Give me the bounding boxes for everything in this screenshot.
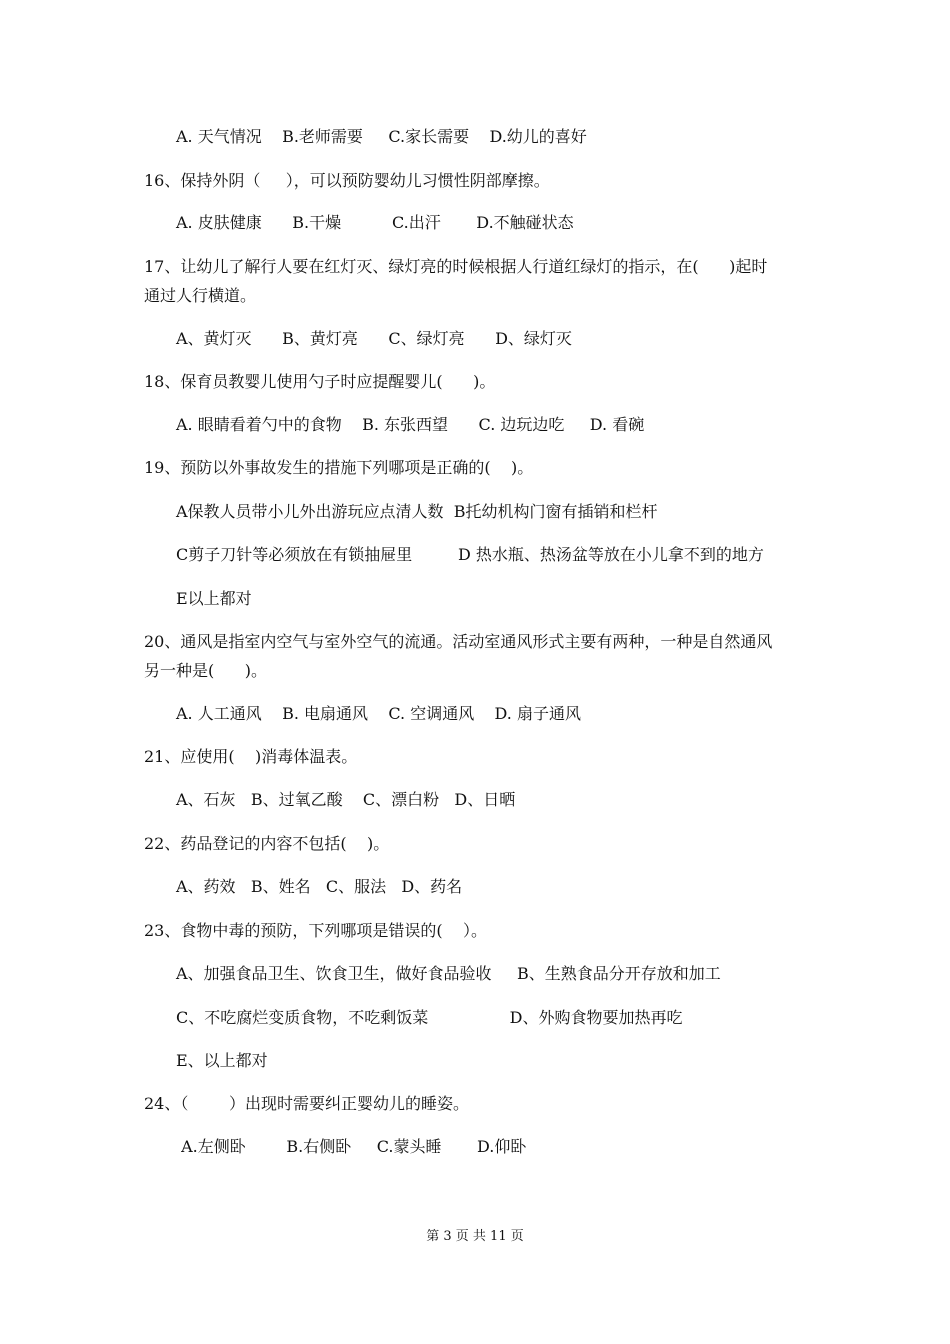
- q23-option-e: E、以上都对: [176, 1051, 268, 1070]
- q19-stem: 19、预防以外事故发生的措施下列哪项是正确的( )。: [144, 458, 534, 477]
- q22-options: A、药效 B、姓名 C、服法 D、药名: [176, 877, 463, 896]
- q15-options: A. 天气情况 B.老师需要 C.家长需要 D.幼儿的喜好: [176, 127, 587, 146]
- q22-stem: 22、药品登记的内容不包括( )。: [144, 834, 390, 853]
- q24-options: A.左侧卧 B.右侧卧 C.蒙头睡 D.仰卧: [176, 1137, 527, 1156]
- page-number-footer: 第 3 页 共 11 页: [426, 1229, 524, 1244]
- q21-stem: 21、应使用( )消毒体温表。: [144, 747, 358, 766]
- q17-stem-line1: 17、让幼儿了解行人要在红灯灭、绿灯亮的时候根据人行道红绿灯的指示，在( )起时: [144, 257, 768, 276]
- q18-stem: 18、保育员教婴儿使用勺子时应提醒婴儿( )。: [144, 372, 496, 391]
- q20-stem-line2: 另一种是( )。: [144, 661, 268, 680]
- q23-stem: 23、食物中毒的预防，下列哪项是错误的( ）。: [144, 921, 487, 940]
- q19-options-ab: A保教人员带小儿外出游玩应点清人数 B托幼机构门窗有插销和栏杆: [176, 502, 658, 521]
- q20-stem-line1: 20、通风是指室内空气与室外空气的流通。活动室通风形式主要有两种，一种是自然通风: [144, 632, 773, 651]
- q21-options: A、石灰 B、过氧乙酸 C、漂白粉 D、日晒: [176, 790, 516, 809]
- q17-options: A、黄灯灭 B、黄灯亮 C、绿灯亮 D、绿灯灭: [176, 329, 572, 348]
- q20-options: A. 人工通风 B. 电扇通风 C. 空调通风 D. 扇子通风: [176, 704, 581, 723]
- q16-stem: 16、保持外阴（ ），可以预防婴幼儿习惯性阴部摩擦。: [144, 171, 550, 190]
- q23-options-cd: C、不吃腐烂变质食物，不吃剩饭菜 D、外购食物要加热再吃: [176, 1008, 683, 1027]
- q19-options-cd: C剪子刀针等必须放在有锁抽屉里 D 热水瓶、热汤盆等放在小儿拿不到的地方: [176, 545, 764, 564]
- q17-stem-line2: 通过人行横道。: [144, 286, 257, 305]
- q23-options-ab: A、加强食品卫生、饮食卫生，做好食品验收 B、生熟食品分开存放和加工: [176, 964, 721, 983]
- q19-option-e: E以上都对: [176, 589, 252, 608]
- q18-options: A. 眼睛看着勺中的食物 B. 东张西望 C. 边玩边吃 D. 看碗: [176, 415, 645, 434]
- q24-stem: 24、（ ）出现时需要纠正婴幼儿的睡姿。: [144, 1094, 470, 1113]
- q16-options: A. 皮肤健康 B.干燥 C.出汗 D.不触碰状态: [176, 213, 574, 232]
